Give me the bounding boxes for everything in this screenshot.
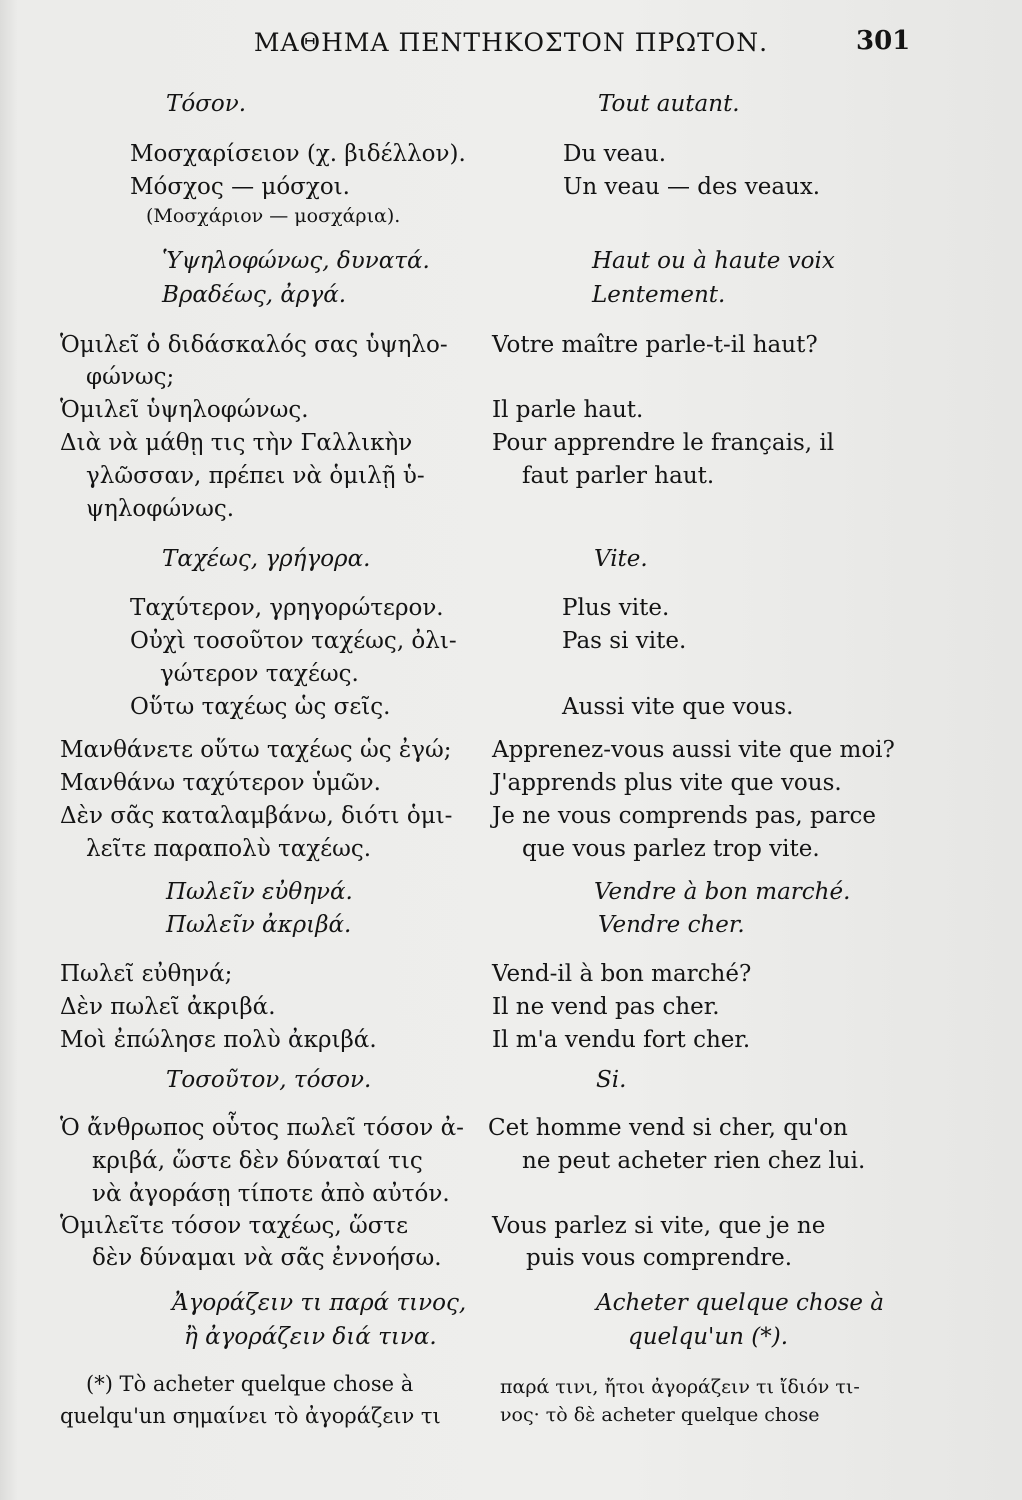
text-line: Du veau. bbox=[563, 141, 667, 167]
text-line: φώνως; bbox=[86, 364, 175, 390]
text-line: Μοὶ ἐπώλησε πολὺ ἀκριβά. bbox=[60, 1027, 377, 1053]
text-line: Μανθάνετε οὕτω ταχέως ὡς ἐγώ; bbox=[60, 737, 452, 763]
text-line: Apprenez-vous aussi vite que moi? bbox=[492, 737, 895, 763]
text-line: ψηλοφώνως. bbox=[86, 496, 235, 522]
text-line: Il parle haut. bbox=[492, 397, 644, 423]
text-line: Pour apprendre le français, il bbox=[492, 430, 835, 456]
text-line: Ὑψηλοφώνως, δυνατά. bbox=[162, 248, 430, 274]
text-line: Ὁμιλεῖ ὁ διδάσκαλός σας ὑψηλο- bbox=[60, 332, 448, 358]
text-line: ne peut acheter rien chez lui. bbox=[522, 1148, 866, 1174]
text-line: Μοσχαρίσειον (χ. βιδέλλον). bbox=[130, 141, 466, 167]
text-line: Δὲν σᾶς καταλαμβάνω, διότι ὁμι- bbox=[60, 803, 453, 829]
text-line: δὲν δύναμαι νὰ σᾶς ἐννοήσω. bbox=[92, 1245, 442, 1271]
text-line: παρά τινι, ἤτοι ἀγοράζειν τι ἴδιόν τι- bbox=[500, 1376, 860, 1398]
text-line: Si. bbox=[596, 1067, 627, 1093]
text-line: Pas si vite. bbox=[562, 628, 687, 654]
text-line: Tout autant. bbox=[598, 91, 740, 117]
text-line: λεῖτε παραπολὺ ταχέως. bbox=[86, 836, 372, 862]
text-line: (Μοσχάριον — μοσχάρια). bbox=[146, 205, 401, 227]
text-line: Ἀγοράζειν τι παρά τινος, bbox=[172, 1290, 467, 1316]
text-line: Vend-il à bon marché? bbox=[492, 961, 752, 987]
text-line: Vendre à bon marché. bbox=[594, 879, 851, 905]
text-line: Ὁμιλεῖτε τόσον ταχέως, ὥστε bbox=[60, 1213, 409, 1239]
text-line: νος· τὸ δὲ acheter quelque chose bbox=[500, 1404, 820, 1426]
text-line: Πωλεῖν ἀκριβά. bbox=[166, 912, 352, 938]
text-line: Un veau — des veaux. bbox=[563, 174, 821, 200]
text-line: J'apprends plus vite que vous. bbox=[492, 770, 842, 796]
text-line: Vendre cher. bbox=[598, 912, 745, 938]
text-line: ἢ ἀγοράζειν διά τινα. bbox=[184, 1324, 437, 1350]
text-line: Acheter quelque chose à bbox=[596, 1290, 885, 1316]
text-line: Τόσον. bbox=[166, 91, 247, 117]
text-line: γώτερον ταχέως. bbox=[160, 661, 359, 687]
text-line: quelqu'un σημαίνει τὸ ἀγοράζειν τι bbox=[60, 1404, 441, 1428]
text-line: Πωλεῖν εὐθηνά. bbox=[166, 879, 353, 905]
text-line: Βραδέως, ἀργά. bbox=[162, 282, 347, 308]
text-line: Lentement. bbox=[592, 282, 726, 308]
text-line: Ὁμιλεῖ ὑψηλοφώνως. bbox=[60, 397, 309, 423]
text-line: Διὰ νὰ μάθῃ τις τὴν Γαλλικὴν bbox=[60, 430, 413, 456]
text-line: Μόσχος — μόσχοι. bbox=[130, 174, 350, 200]
text-line: Votre maître parle-t-il haut? bbox=[492, 332, 818, 358]
text-line: Ὁ ἄνθρωπος οὗτος πωλεῖ τόσον ἀ- bbox=[60, 1115, 464, 1141]
page-number: 301 bbox=[856, 26, 911, 56]
text-line: Haut ou à haute voix bbox=[592, 248, 835, 274]
text-line: Μανθάνω ταχύτερον ὑμῶν. bbox=[60, 770, 381, 796]
text-line: Plus vite. bbox=[562, 595, 670, 621]
text-line: Οὐχὶ τοσοῦτον ταχέως, ὀλι- bbox=[130, 628, 457, 654]
text-line: νὰ ἀγοράσῃ τίποτε ἀπὸ αὐτόν. bbox=[92, 1181, 450, 1207]
text-line: Δὲν πωλεῖ ἀκριβά. bbox=[60, 994, 276, 1020]
text-line: Cet homme vend si cher, qu'on bbox=[488, 1115, 848, 1141]
text-line: Οὕτω ταχέως ὡς σεῖς. bbox=[130, 694, 391, 720]
text-line: quelqu'un (*). bbox=[628, 1324, 789, 1350]
text-line: Aussi vite que vous. bbox=[562, 694, 794, 720]
text-line: Vous parlez si vite, que je ne bbox=[492, 1213, 826, 1239]
text-line: Je ne vous comprends pas, parce bbox=[492, 803, 876, 829]
text-line: κριβά, ὥστε δὲν δύναταί τις bbox=[92, 1148, 423, 1174]
text-line: Vite. bbox=[594, 546, 648, 572]
running-header-title: ΜΑΘΗΜΑ ΠΕΝΤΗΚΟΣΤΟΝ ΠΡΩΤΟΝ. bbox=[253, 28, 769, 57]
text-line: Il m'a vendu fort cher. bbox=[492, 1027, 751, 1053]
text-line: faut parler haut. bbox=[522, 463, 715, 489]
text-line: (*) Τὸ acheter quelque chose à bbox=[86, 1372, 414, 1396]
text-line: que vous parlez trop vite. bbox=[522, 836, 820, 862]
text-line: Ταχέως, γρήγορα. bbox=[162, 546, 371, 572]
text-line: Il ne vend pas cher. bbox=[492, 994, 720, 1020]
text-line: Πωλεῖ εὐθηνά; bbox=[60, 961, 233, 987]
text-line: Ταχύτερον, γρηγορώτερον. bbox=[130, 595, 444, 621]
text-line: γλῶσσαν, πρέπει νὰ ὁμιλῇ ὑ- bbox=[86, 463, 425, 489]
text-line: Τοσοῦτον, τόσον. bbox=[166, 1067, 372, 1093]
text-line: puis vous comprendre. bbox=[526, 1245, 793, 1271]
